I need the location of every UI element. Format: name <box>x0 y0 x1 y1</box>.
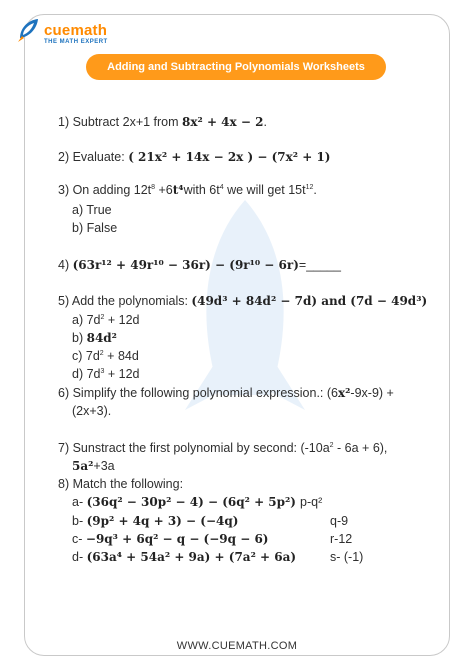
question-4: 4) (63r¹² + 49r¹⁰ − 36r) − (9r¹⁰ − 6r)=_____ <box>58 258 341 272</box>
question-7-continued: 5a²+3a <box>72 459 115 473</box>
brand-name: cuemath <box>44 22 108 39</box>
rocket-logo-icon <box>14 16 42 46</box>
match-item-b: b- (9p² + 4q + 3) − (−4q) <box>72 514 239 528</box>
question-2: 2) Evaluate: ( 21x² + 14x − 2x ) − (7x² + 1) <box>58 150 331 164</box>
question-3: 3) On adding $12t^8$ +6t⁴with $6t^4$ we will get $15t^{12}$. <box>58 183 317 197</box>
brand-tagline: THE MATH EXPERT <box>44 39 108 45</box>
question-5-option-b: b) 84d² <box>72 331 117 345</box>
match-answer-b: q-9 <box>330 514 349 528</box>
match-item-a: a- (36q² − 30p² − 4) − (6q² + 5p²) <box>72 495 296 509</box>
question-8: 8) Match the following: <box>58 477 184 491</box>
question-6-continued: (2x+3). <box>72 404 112 418</box>
question-6: 6) Simplify the following polynomial expression.: (6x²-9x-9) + <box>58 386 394 400</box>
footer-website: WWW.CUEMATH.COM <box>176 640 298 652</box>
match-answer-d: s- (-1) <box>330 550 364 564</box>
match-item-d: d- (63a⁴ + 54a² + 9a) + (7a² + 6a) <box>72 550 297 564</box>
question-5-option-d: d) $7d^3 + 12d$ <box>72 367 140 381</box>
question-5: 5) Add the polynomials: (49d³ + 84d² − 7d) and (7d − 49d³) <box>58 294 428 308</box>
question-1: 1) Subtract 2x+1 from 8x² + 4x − 2. <box>58 115 267 129</box>
question-3-option-b: b) False <box>72 221 118 235</box>
question-5-option-a: a) $7d^2 + 12d$ <box>72 313 140 327</box>
question-3-option-a: a) True <box>72 203 112 217</box>
question-7: 7) Sunstract the first polynomial by second: $(-10a^2 - 6a + 6)$, <box>58 441 388 455</box>
question-5-option-c: c) $7d^2 + 84d$ <box>72 349 139 363</box>
worksheet-title-banner: Adding and Subtracting Polynomials Worksheets <box>86 54 386 80</box>
match-answer-c: r-12 <box>330 532 353 546</box>
match-item-c: c- −9q³ + 6q² − q − (−9q − 6) <box>72 532 269 546</box>
match-answer-a: p-q² <box>300 495 323 509</box>
